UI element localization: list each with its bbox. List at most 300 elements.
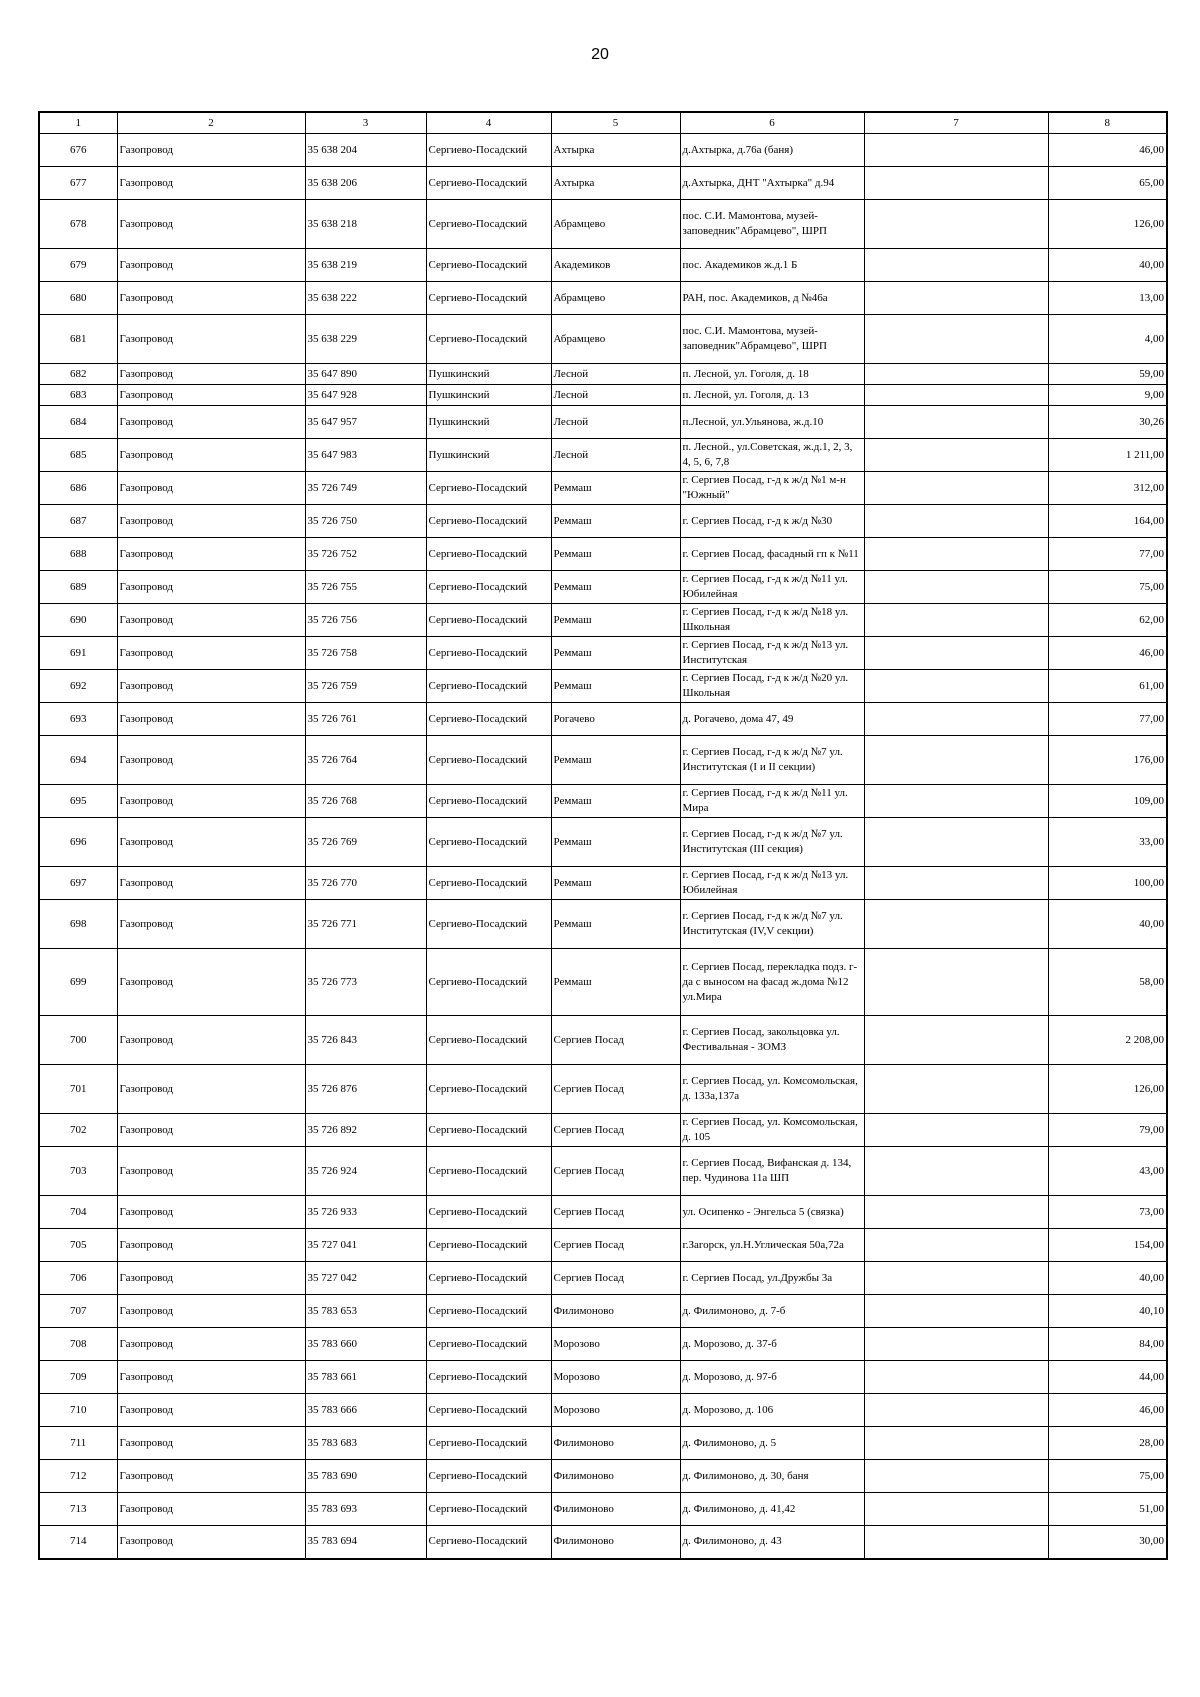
object-type-cell: Газопровод (117, 167, 305, 200)
row-number-cell: 705 (39, 1229, 117, 1262)
value-cell: 13,00 (1048, 282, 1167, 315)
value-cell: 312,00 (1048, 472, 1167, 505)
district-cell: Сергиево-Посадский (426, 472, 551, 505)
district-cell: Пушкинский (426, 439, 551, 472)
object-type-cell: Газопровод (117, 200, 305, 249)
table-row (39, 604, 1167, 637)
row-number-cell: 692 (39, 670, 117, 703)
row-number-cell: 689 (39, 571, 117, 604)
locality-cell: Сергиев Посад (551, 1147, 680, 1196)
object-type-cell: Газопровод (117, 1526, 305, 1559)
table-row (39, 670, 1167, 703)
value-cell: 40,00 (1048, 1262, 1167, 1295)
value-cell: 40,00 (1048, 249, 1167, 282)
locality-cell: Филимоново (551, 1526, 680, 1559)
value-cell: 154,00 (1048, 1229, 1167, 1262)
address-cell: пос. С.И. Мамонтова, музей-заповедник"Абрамцево", ШРП (680, 200, 864, 249)
column-7-cell (864, 604, 1048, 637)
value-cell: 33,00 (1048, 818, 1167, 867)
object-type-cell: Газопровод (117, 385, 305, 406)
code-cell: 35 647 890 (305, 364, 426, 385)
value-cell: 164,00 (1048, 505, 1167, 538)
district-cell: Сергиево-Посадский (426, 1295, 551, 1328)
locality-cell: Реммаш (551, 538, 680, 571)
table-row (39, 406, 1167, 439)
value-cell: 84,00 (1048, 1328, 1167, 1361)
object-type-cell: Газопровод (117, 1147, 305, 1196)
row-number-cell: 698 (39, 900, 117, 949)
column-7-cell (864, 818, 1048, 867)
row-number-cell: 707 (39, 1295, 117, 1328)
code-cell: 35 726 750 (305, 505, 426, 538)
object-type-cell: Газопровод (117, 1460, 305, 1493)
value-cell: 1 211,00 (1048, 439, 1167, 472)
locality-cell: Сергиев Посад (551, 1114, 680, 1147)
locality-cell: Лесной (551, 406, 680, 439)
district-cell: Сергиево-Посадский (426, 818, 551, 867)
table-row (39, 1147, 1167, 1196)
column-7-cell (864, 1065, 1048, 1114)
value-cell: 126,00 (1048, 200, 1167, 249)
header-row (39, 112, 1167, 134)
locality-cell: Сергиев Посад (551, 1262, 680, 1295)
locality-cell: Морозово (551, 1361, 680, 1394)
address-cell: г. Сергиев Посад, ул.Дружбы 3а (680, 1262, 864, 1295)
value-cell: 40,00 (1048, 900, 1167, 949)
locality-cell: Филимоново (551, 1295, 680, 1328)
column-header: 1 (39, 112, 117, 134)
row-number-cell: 690 (39, 604, 117, 637)
row-number-cell: 714 (39, 1526, 117, 1559)
row-number-cell: 694 (39, 736, 117, 785)
row-number-cell: 684 (39, 406, 117, 439)
address-cell: г. Сергиев Посад, Вифанская д. 134, пер. Чудинова 11а ШП (680, 1147, 864, 1196)
district-cell: Сергиево-Посадский (426, 538, 551, 571)
address-cell: г. Сергиев Посад, ул. Комсомольская, д. 105 (680, 1114, 864, 1147)
value-cell: 65,00 (1048, 167, 1167, 200)
code-cell: 35 783 683 (305, 1427, 426, 1460)
row-number-cell: 677 (39, 167, 117, 200)
address-cell: ул. Осипенко - Энгельса 5 (связка) (680, 1196, 864, 1229)
code-cell: 35 638 206 (305, 167, 426, 200)
district-cell: Сергиево-Посадский (426, 315, 551, 364)
locality-cell: Абрамцево (551, 282, 680, 315)
column-7-cell (864, 1114, 1048, 1147)
value-cell: 30,00 (1048, 1526, 1167, 1559)
address-cell: г. Сергиев Посад, г-д к ж/д №7 ул. Институтская (III секция) (680, 818, 864, 867)
locality-cell: Сергиев Посад (551, 1065, 680, 1114)
table-row (39, 1394, 1167, 1427)
table-body (39, 134, 1167, 1559)
value-cell: 59,00 (1048, 364, 1167, 385)
address-cell: пос. Академиков ж.д.1 Б (680, 249, 864, 282)
code-cell: 35 726 768 (305, 785, 426, 818)
address-cell: пос. С.И. Мамонтова, музей-заповедник"Абрамцево", ШРП (680, 315, 864, 364)
object-type-cell: Газопровод (117, 134, 305, 167)
code-cell: 35 726 756 (305, 604, 426, 637)
district-cell: Сергиево-Посадский (426, 1016, 551, 1065)
locality-cell: Реммаш (551, 637, 680, 670)
value-cell: 28,00 (1048, 1427, 1167, 1460)
district-cell: Сергиево-Посадский (426, 167, 551, 200)
row-number-cell: 687 (39, 505, 117, 538)
table-row (39, 1114, 1167, 1147)
address-cell: д. Филимоново, д. 5 (680, 1427, 864, 1460)
value-cell: 46,00 (1048, 134, 1167, 167)
table-row (39, 505, 1167, 538)
district-cell: Сергиево-Посадский (426, 785, 551, 818)
value-cell: 58,00 (1048, 949, 1167, 1016)
table-row (39, 785, 1167, 818)
code-cell: 35 726 749 (305, 472, 426, 505)
column-7-cell (864, 785, 1048, 818)
code-cell: 35 726 876 (305, 1065, 426, 1114)
code-cell: 35 726 761 (305, 703, 426, 736)
row-number-cell: 676 (39, 134, 117, 167)
table-row (39, 1460, 1167, 1493)
value-cell: 77,00 (1048, 538, 1167, 571)
locality-cell: Сергиев Посад (551, 1196, 680, 1229)
table-row (39, 538, 1167, 571)
value-cell: 30,26 (1048, 406, 1167, 439)
value-cell: 75,00 (1048, 571, 1167, 604)
object-type-cell: Газопровод (117, 1016, 305, 1065)
column-7-cell (864, 385, 1048, 406)
row-number-cell: 686 (39, 472, 117, 505)
object-type-cell: Газопровод (117, 900, 305, 949)
column-7-cell (864, 670, 1048, 703)
table-row (39, 439, 1167, 472)
column-7-cell (864, 1295, 1048, 1328)
table-row (39, 1493, 1167, 1526)
row-number-cell: 699 (39, 949, 117, 1016)
address-cell: д. Филимоново, д. 41,42 (680, 1493, 864, 1526)
object-type-cell: Газопровод (117, 736, 305, 785)
code-cell: 35 726 843 (305, 1016, 426, 1065)
code-cell: 35 726 755 (305, 571, 426, 604)
table-row (39, 637, 1167, 670)
code-cell: 35 726 769 (305, 818, 426, 867)
district-cell: Сергиево-Посадский (426, 1427, 551, 1460)
object-type-cell: Газопровод (117, 604, 305, 637)
locality-cell: Лесной (551, 364, 680, 385)
code-cell: 35 647 957 (305, 406, 426, 439)
table-row (39, 385, 1167, 406)
table-row (39, 1196, 1167, 1229)
value-cell: 79,00 (1048, 1114, 1167, 1147)
table-row (39, 1065, 1167, 1114)
table-row (39, 571, 1167, 604)
object-type-cell: Газопровод (117, 867, 305, 900)
code-cell: 35 638 222 (305, 282, 426, 315)
address-cell: г. Сергиев Посад, перекладка подз. г-да с выносом на фасад ж.дома №12 ул.Мира (680, 949, 864, 1016)
table-row (39, 200, 1167, 249)
column-7-cell (864, 364, 1048, 385)
column-7-cell (864, 736, 1048, 785)
column-7-cell (864, 637, 1048, 670)
district-cell: Сергиево-Посадский (426, 1493, 551, 1526)
table-row (39, 1016, 1167, 1065)
locality-cell: Сергиев Посад (551, 1229, 680, 1262)
object-type-cell: Газопровод (117, 1328, 305, 1361)
row-number-cell: 704 (39, 1196, 117, 1229)
code-cell: 35 726 892 (305, 1114, 426, 1147)
value-cell: 9,00 (1048, 385, 1167, 406)
code-cell: 35 726 933 (305, 1196, 426, 1229)
table-row (39, 900, 1167, 949)
district-cell: Сергиево-Посадский (426, 736, 551, 785)
table-row (39, 249, 1167, 282)
value-cell: 126,00 (1048, 1065, 1167, 1114)
district-cell: Сергиево-Посадский (426, 1394, 551, 1427)
code-cell: 35 783 666 (305, 1394, 426, 1427)
table-row (39, 1229, 1167, 1262)
district-cell: Сергиево-Посадский (426, 134, 551, 167)
code-cell: 35 726 771 (305, 900, 426, 949)
locality-cell: Абрамцево (551, 315, 680, 364)
table-row (39, 1526, 1167, 1559)
value-cell: 43,00 (1048, 1147, 1167, 1196)
table-row (39, 818, 1167, 867)
value-cell: 44,00 (1048, 1361, 1167, 1394)
column-7-cell (864, 1147, 1048, 1196)
district-cell: Сергиево-Посадский (426, 1114, 551, 1147)
table-row (39, 134, 1167, 167)
district-cell: Сергиево-Посадский (426, 1262, 551, 1295)
row-number-cell: 693 (39, 703, 117, 736)
locality-cell: Академиков (551, 249, 680, 282)
row-number-cell: 712 (39, 1460, 117, 1493)
value-cell: 176,00 (1048, 736, 1167, 785)
object-type-cell: Газопровод (117, 315, 305, 364)
code-cell: 35 783 693 (305, 1493, 426, 1526)
code-cell: 35 783 660 (305, 1328, 426, 1361)
column-7-cell (864, 406, 1048, 439)
address-cell: п. Лесной, ул. Гоголя, д. 18 (680, 364, 864, 385)
district-cell: Сергиево-Посадский (426, 1460, 551, 1493)
object-type-cell: Газопровод (117, 703, 305, 736)
table-row (39, 315, 1167, 364)
row-number-cell: 685 (39, 439, 117, 472)
table-row (39, 1328, 1167, 1361)
object-type-cell: Газопровод (117, 282, 305, 315)
object-type-cell: Газопровод (117, 1065, 305, 1114)
row-number-cell: 701 (39, 1065, 117, 1114)
row-number-cell: 691 (39, 637, 117, 670)
address-cell: г. Сергиев Посад, ул. Комсомольская, д. 133а,137а (680, 1065, 864, 1114)
district-cell: Сергиево-Посадский (426, 200, 551, 249)
code-cell: 35 783 653 (305, 1295, 426, 1328)
column-7-cell (864, 505, 1048, 538)
column-7-cell (864, 472, 1048, 505)
table-row (39, 736, 1167, 785)
district-cell: Сергиево-Посадский (426, 1065, 551, 1114)
code-cell: 35 647 928 (305, 385, 426, 406)
value-cell: 4,00 (1048, 315, 1167, 364)
row-number-cell: 702 (39, 1114, 117, 1147)
address-cell: г.Загорск, ул.Н.Углическая 50а,72а (680, 1229, 864, 1262)
code-cell: 35 726 924 (305, 1147, 426, 1196)
district-cell: Сергиево-Посадский (426, 1328, 551, 1361)
column-7-cell (864, 439, 1048, 472)
row-number-cell: 683 (39, 385, 117, 406)
object-type-cell: Газопровод (117, 439, 305, 472)
table-row (39, 949, 1167, 1016)
value-cell: 62,00 (1048, 604, 1167, 637)
object-type-cell: Газопровод (117, 1295, 305, 1328)
locality-cell: Морозово (551, 1328, 680, 1361)
row-number-cell: 681 (39, 315, 117, 364)
row-number-cell: 678 (39, 200, 117, 249)
code-cell: 35 726 752 (305, 538, 426, 571)
district-cell: Сергиево-Посадский (426, 1196, 551, 1229)
object-type-cell: Газопровод (117, 1427, 305, 1460)
row-number-cell: 696 (39, 818, 117, 867)
object-type-cell: Газопровод (117, 785, 305, 818)
column-7-cell (864, 949, 1048, 1016)
code-cell: 35 783 694 (305, 1526, 426, 1559)
address-cell: д.Ахтырка, ДНТ "Ахтырка" д.94 (680, 167, 864, 200)
column-header: 6 (680, 112, 864, 134)
object-type-cell: Газопровод (117, 538, 305, 571)
code-cell: 35 638 218 (305, 200, 426, 249)
district-cell: Сергиево-Посадский (426, 867, 551, 900)
locality-cell: Ахтырка (551, 167, 680, 200)
district-cell: Сергиево-Посадский (426, 900, 551, 949)
district-cell: Сергиево-Посадский (426, 571, 551, 604)
row-number-cell: 695 (39, 785, 117, 818)
object-type-cell: Газопровод (117, 1229, 305, 1262)
row-number-cell: 703 (39, 1147, 117, 1196)
code-cell: 35 647 983 (305, 439, 426, 472)
column-7-cell (864, 1493, 1048, 1526)
locality-cell: Реммаш (551, 949, 680, 1016)
locality-cell: Филимоново (551, 1493, 680, 1526)
address-cell: г. Сергиев Посад, г-д к ж/д №1 м-н "Южный" (680, 472, 864, 505)
value-cell: 2 208,00 (1048, 1016, 1167, 1065)
object-type-cell: Газопровод (117, 818, 305, 867)
locality-cell: Лесной (551, 385, 680, 406)
address-cell: г. Сергиев Посад, г-д к ж/д №11 ул. Мира (680, 785, 864, 818)
address-cell: д. Филимоново, д. 43 (680, 1526, 864, 1559)
row-number-cell: 682 (39, 364, 117, 385)
object-type-cell: Газопровод (117, 1493, 305, 1526)
address-cell: г. Сергиев Посад, г-д к ж/д №7 ул. Институтская (I и II секции) (680, 736, 864, 785)
row-number-cell: 713 (39, 1493, 117, 1526)
value-cell: 73,00 (1048, 1196, 1167, 1229)
row-number-cell: 710 (39, 1394, 117, 1427)
object-type-cell: Газопровод (117, 406, 305, 439)
column-header: 8 (1048, 112, 1167, 134)
locality-cell: Абрамцево (551, 200, 680, 249)
value-cell: 77,00 (1048, 703, 1167, 736)
locality-cell: Реммаш (551, 785, 680, 818)
column-header: 4 (426, 112, 551, 134)
code-cell: 35 726 770 (305, 867, 426, 900)
object-type-cell: Газопровод (117, 364, 305, 385)
locality-cell: Филимоново (551, 1460, 680, 1493)
column-7-cell (864, 1361, 1048, 1394)
table-row (39, 364, 1167, 385)
object-type-cell: Газопровод (117, 505, 305, 538)
district-cell: Сергиево-Посадский (426, 1361, 551, 1394)
address-cell: д. Филимоново, д. 7-б (680, 1295, 864, 1328)
column-header: 5 (551, 112, 680, 134)
code-cell: 35 783 661 (305, 1361, 426, 1394)
table-row (39, 867, 1167, 900)
district-cell: Пушкинский (426, 406, 551, 439)
locality-cell: Филимоново (551, 1427, 680, 1460)
address-cell: г. Сергиев Посад, г-д к ж/д №11 ул. Юбилейная (680, 571, 864, 604)
row-number-cell: 709 (39, 1361, 117, 1394)
locality-cell: Реммаш (551, 900, 680, 949)
table-row (39, 167, 1167, 200)
table-row (39, 1295, 1167, 1328)
row-number-cell: 711 (39, 1427, 117, 1460)
column-7-cell (864, 1016, 1048, 1065)
address-cell: г. Сергиев Посад, фасадный гп к №11 (680, 538, 864, 571)
column-7-cell (864, 1460, 1048, 1493)
locality-cell: Морозово (551, 1394, 680, 1427)
address-cell: г. Сергиев Посад, г-д к ж/д №13 ул. Институтская (680, 637, 864, 670)
column-7-cell (864, 703, 1048, 736)
code-cell: 35 783 690 (305, 1460, 426, 1493)
address-cell: д. Морозово, д. 97-б (680, 1361, 864, 1394)
district-cell: Сергиево-Посадский (426, 703, 551, 736)
code-cell: 35 727 042 (305, 1262, 426, 1295)
address-cell: д.Ахтырка, д.76а (баня) (680, 134, 864, 167)
locality-cell: Рогачево (551, 703, 680, 736)
value-cell: 75,00 (1048, 1460, 1167, 1493)
table-row (39, 703, 1167, 736)
locality-cell: Реммаш (551, 818, 680, 867)
address-cell: д. Рогачево, дома 47, 49 (680, 703, 864, 736)
table-row (39, 1361, 1167, 1394)
object-type-cell: Газопровод (117, 1262, 305, 1295)
column-7-cell (864, 1196, 1048, 1229)
district-cell: Пушкинский (426, 364, 551, 385)
column-7-cell (864, 167, 1048, 200)
district-cell: Сергиево-Посадский (426, 1229, 551, 1262)
district-cell: Сергиево-Посадский (426, 670, 551, 703)
object-type-cell: Газопровод (117, 637, 305, 670)
table-row (39, 1427, 1167, 1460)
value-cell: 46,00 (1048, 637, 1167, 670)
district-cell: Сергиево-Посадский (426, 604, 551, 637)
value-cell: 100,00 (1048, 867, 1167, 900)
address-cell: п. Лесной, ул. Гоголя, д. 13 (680, 385, 864, 406)
column-7-cell (864, 134, 1048, 167)
value-cell: 51,00 (1048, 1493, 1167, 1526)
row-number-cell: 679 (39, 249, 117, 282)
address-cell: г. Сергиев Посад, г-д к ж/д №30 (680, 505, 864, 538)
column-7-cell (864, 249, 1048, 282)
column-7-cell (864, 900, 1048, 949)
column-7-cell (864, 1427, 1048, 1460)
district-cell: Сергиево-Посадский (426, 249, 551, 282)
object-type-cell: Газопровод (117, 571, 305, 604)
address-cell: д. Морозово, д. 106 (680, 1394, 864, 1427)
column-7-cell (864, 1229, 1048, 1262)
district-cell: Сергиево-Посадский (426, 637, 551, 670)
address-cell: г. Сергиев Посад, г-д к ж/д №7 ул. Институтская (IV,V секции) (680, 900, 864, 949)
column-7-cell (864, 1526, 1048, 1559)
object-type-cell: Газопровод (117, 1394, 305, 1427)
object-type-cell: Газопровод (117, 670, 305, 703)
value-cell: 109,00 (1048, 785, 1167, 818)
address-cell: РАН, пос. Академиков, д №46а (680, 282, 864, 315)
table-row (39, 472, 1167, 505)
